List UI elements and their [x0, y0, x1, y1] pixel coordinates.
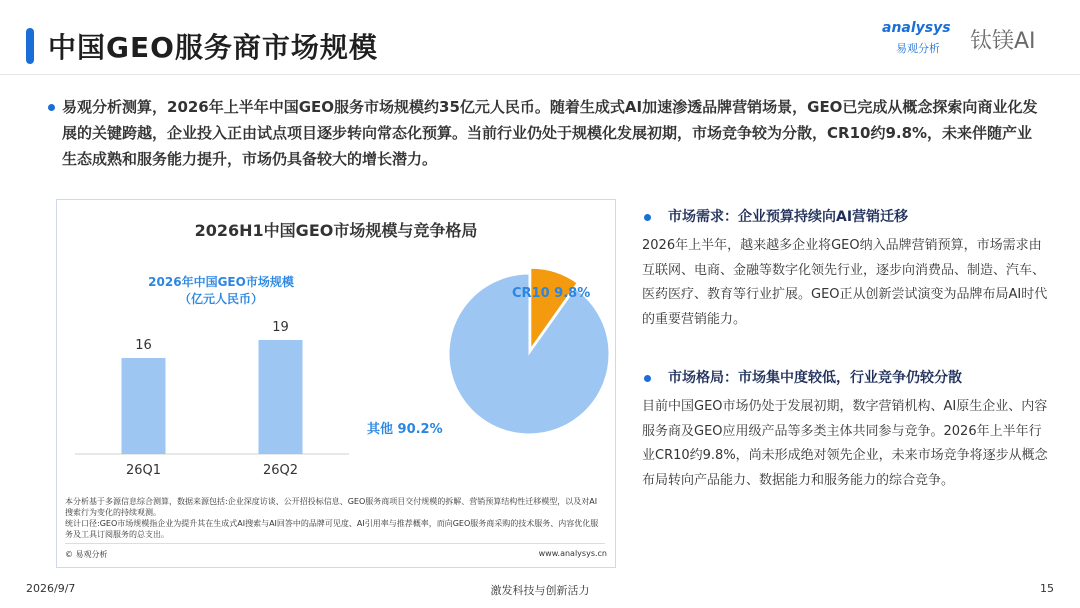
- footer-slogan: 激发科技与创新活力: [490, 584, 590, 597]
- section-body: 2026年上半年，越来越多企业将GEO纳入品牌营销预算，市场需求由互联网、电商、金融等数字化领先行业，逐步向消费品、制造、汽车、医药医疗、教育等行业扩展。GEO正从创新尝试演变为品牌布局AI时代的重要营销能力。: [642, 238, 1048, 327]
- section-market-demand: [642, 206, 1052, 332]
- chart-note: [65, 496, 605, 540]
- bar-chart-unit: （亿元人民币）: [178, 292, 263, 306]
- section-heading: [642, 206, 1052, 228]
- chart-source-copyright: © 易观分析: [65, 550, 108, 559]
- page-title: 中国GEO服务商市场规模: [48, 31, 378, 64]
- chart-canvas: [57, 200, 615, 500]
- bar-chart-subtitle: 2026年中国GEO市场规模: [148, 275, 294, 289]
- bullet-icon: [644, 375, 651, 382]
- section-heading-text: 市场格局：市场集中度较低，行业竞争仍较分散: [668, 370, 962, 386]
- footer-date: 2026/9/7: [26, 582, 76, 595]
- logo-group: [882, 20, 1052, 60]
- bullet-icon: [644, 214, 651, 221]
- section-body: 目前中国GEO市场仍处于发展初期，数字营销机构、AI原生企业、内容服务商及GEO应用级产品等多类主体共同参与竞争。2026年上半年行业CR10约9.8%，尚未形成绝对领先企业，未来市场竞争将逐步从概念布局转向产品能力、数据能力和服务能力的综合竞争。: [642, 399, 1048, 488]
- section-heading: [642, 367, 1052, 389]
- x-tick-label: 26Q2: [262, 463, 299, 478]
- chart-source-url: www.analysys.cn: [538, 549, 607, 558]
- page-number: 15: [1040, 582, 1054, 595]
- pie-label-cr10: CR10 9.8%: [512, 286, 591, 301]
- pie-label-others: 其他 90.2%: [367, 422, 443, 437]
- title-accent-bar: [26, 28, 34, 64]
- x-tick-label: 26Q1: [125, 463, 162, 478]
- section-market-structure: [642, 367, 1052, 493]
- chart-note-definition: 统计口径:GEO市场规模指企业为提升其在生成式AI搜索与AI回答中的品牌可见度、AI引用率与推荐概率，而向GEO服务商采购的技术服务、内容优化服务及工具订阅服务的总支出。: [65, 519, 599, 539]
- chart-note-method: 本分析基于多源信息综合测算，数据来源包括:企业深度访谈、公开招投标信息、GEO服务商项目交付规模的拆解、营销预算结构性迁移模型，以及对AI搜索行为变化的持续观测。: [65, 497, 598, 517]
- header-divider: [0, 74, 1080, 75]
- intro-bullet-icon: [48, 104, 55, 111]
- bar-26Q2: [259, 340, 303, 454]
- section-heading-text: 市场需求：企业预算持续向AI营销迁移: [668, 209, 909, 225]
- intro-paragraph: 易观分析测算，2026年上半年中国GEO服务市场规模约35亿元人民币。随着生成式AI加速渗透品牌营销场景，GEO已完成从概念探索向商业化发展的关键跨越，企业投入正由试点项目逐步转向常态化预算。当前行业仍处于规模化发展初期，市场竞争较为分散，CR10约9.8%，未来伴随产业生态成熟和服务能力提升，市场仍具备较大的增长潜力。: [62, 98, 1038, 168]
- chart-note-divider: [65, 543, 605, 544]
- analysys-logo-subtitle: 易观分析: [896, 42, 940, 55]
- bar-26Q1: [122, 358, 166, 454]
- chart-title: 2026H1中国GEO市场规模与竞争格局: [194, 221, 478, 240]
- partner-logo: 钛镁AI: [970, 29, 1036, 54]
- chart-panel: [56, 199, 616, 568]
- bar-value-label: 19: [272, 320, 289, 335]
- bar-value-label: 16: [135, 338, 152, 353]
- analysys-logo: analysys: [882, 20, 951, 36]
